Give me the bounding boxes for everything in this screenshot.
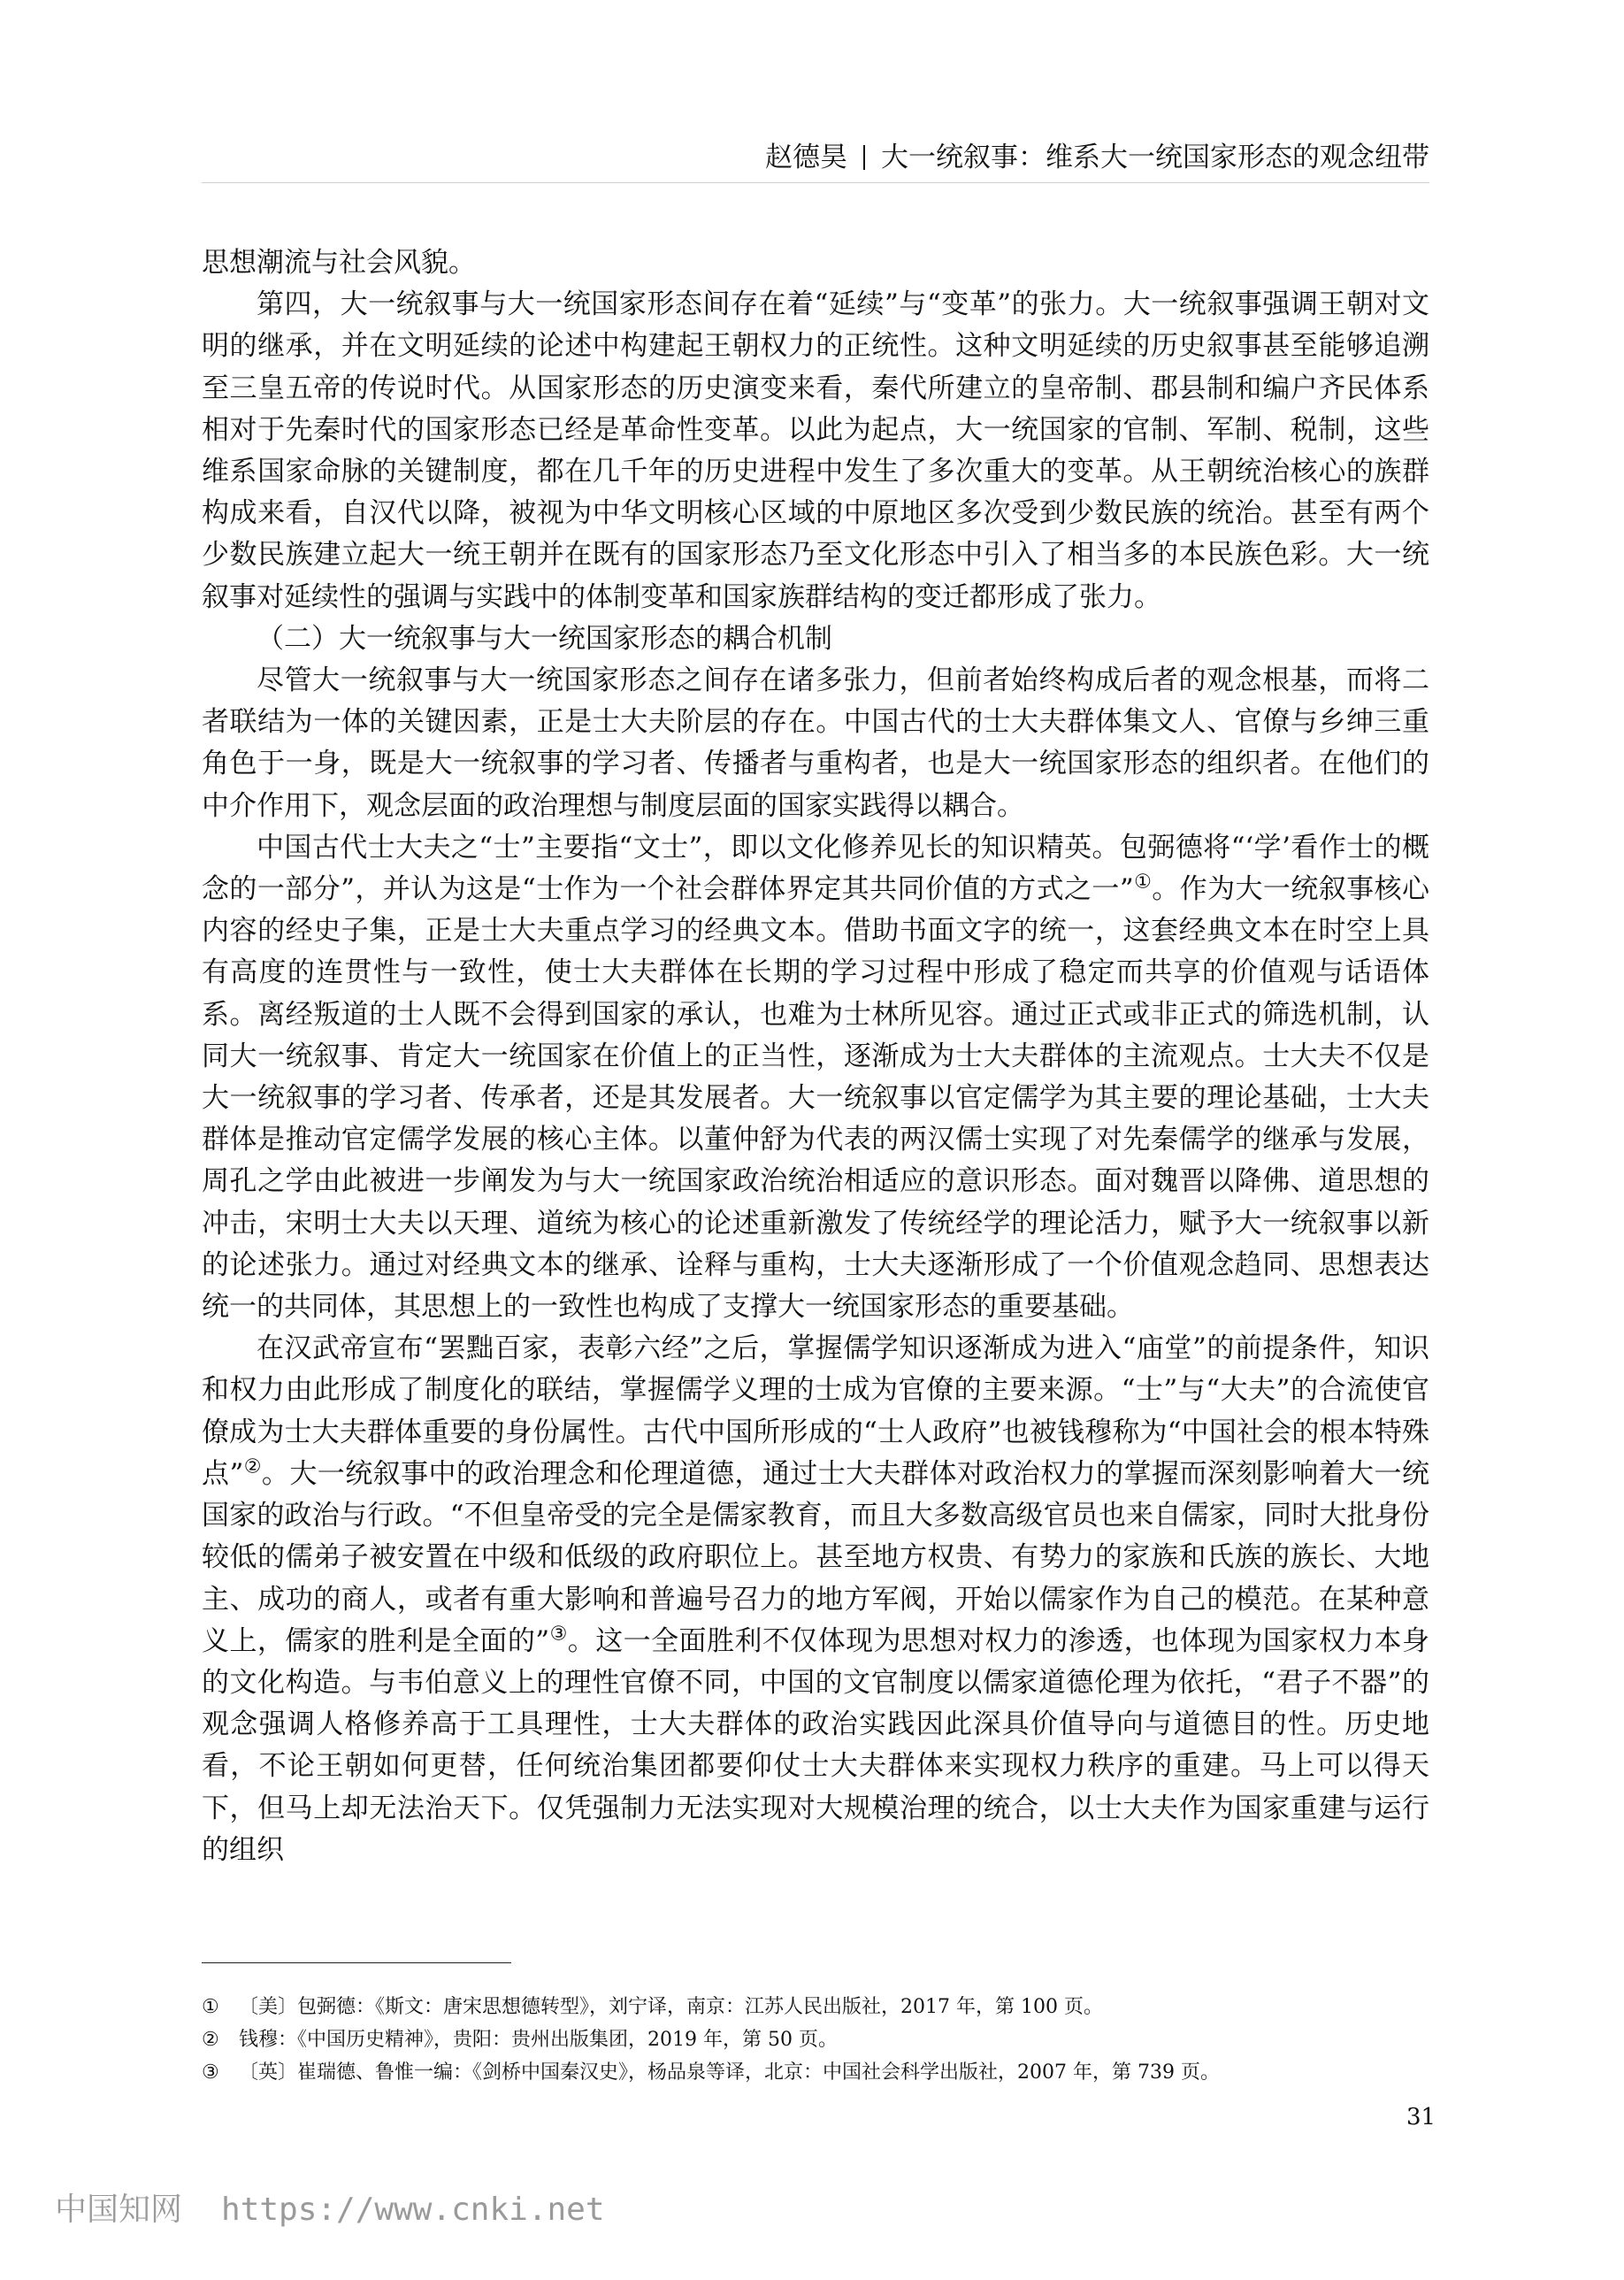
footnote-text: 钱穆：《中国历史精神》，贵阳：贵州出版集团，2019 年，第 50 页。 [239,2029,838,2051]
paragraph-continuation: 思想潮流与社会风貌。 [202,247,476,279]
watermark [55,2184,605,2230]
footnote-ref-2[interactable]: ② [243,1455,262,1478]
paragraph-han-wudi: 在汉武帝宣布“罢黜百家，表彰六经”之后，掌握儒学知识逐渐成为进入“庙堂”的前提条件，知识和权力由此形成了制度化的联结，掌握儒学义理的士成为官僚的主要来源。“士”与“大夫”的合流使官僚成为士大夫群体重要的身份属性。古代中国所形成的“士人政府”也被钱穆称为“中国社会的根本特殊点”②。大一统叙事中的政治理念和伦理道德，通过士大夫群体对政治权力的掌握而深刻影响着大一统国家的政治与行政。“不但皇帝受的完全是儒家教育，而且大多数高级官员也来自儒家，同时大批身份较低的儒弟子被安置在中级和低级的政府职位上。甚至地方权贵、有势力的家族和氏族的族长、大地主、成功的商人，或者有重大影响和普遍号召力的地方军阀，开始以儒家作为自己的模范。在某种意义上，儒家的胜利是全面的”③。这一全面胜利不仅体现为思想对权力的渗透，也体现为国家权力本身的文化构造。与韦伯意义上的理性官僚不同，中国的文官制度以儒家道德伦理为依托，“君子不器”的观念强调人格修养高于工具理性，士大夫群体的政治实践因此深具价值导向与道德目的性。历史地看，不论王朝如何更替，任何统治集团都要仰仗士大夫群体来实现权力秩序的重建。马上可以得天下，但马上却无法治天下。仅凭强制力无法实现对大规模治理的统合，以士大夫作为国家重建与运行的组织 [202,1332,1429,1866]
footnote-text: 〔英〕崔瑞德、鲁惟一编：《剑桥中国秦汉史》，杨品泉等译，北京：中国社会科学出版社，2007 年，第 739 页。 [239,2061,1220,2084]
header-title: 大一统叙事：维系大一统国家形态的观念纽带 [881,142,1429,173]
header-rule [202,182,1429,183]
footnote-3 [202,2056,1429,2089]
paragraph-fourth-tension: 第四，大一统叙事与大一统国家形态间存在着“延续”与“变革”的张力。大一统叙事强调王朝对文明的继承，并在文明延续的论述中构建起王朝权力的正统性。这种文明延续的历史叙事甚至能够追溯至三皇五帝的传说时代。从国家形态的历史演变来看，秦代所建立的皇帝制、郡县制和编户齐民体系相对于先秦时代的国家形态已经是革命性变革。以此为起点，大一统国家的官制、军制、税制，这些维系国家命脉的关键制度，都在几千年的历史进程中发生了多次重大的变革。从王朝统治核心的族群构成来看，自汉代以降，被视为中华文明核心区域的中原地区多次受到少数民族的统治。甚至有两个少数民族建立起大一统王朝并在既有的国家形态乃至文化形态中引入了相当多的本民族色彩。大一统叙事对延续性的强调与实践中的体制变革和国家族群结构的变迁都形成了张力。 [202,288,1429,613]
paragraph-coupling: 尽管大一统叙事与大一统国家形态之间存在诸多张力，但前者始终构成后者的观念根基，而将二者联结为一体的关键因素，正是士大夫阶层的存在。中国古代的士大夫群体集文人、官僚与乡绅三重角色于一身，既是大一统叙事的学习者、传播者与重构者，也是大一统国家形态的组织者。在他们的中介作用下，观念层面的政治理想与制度层面的国家实践得以耦合。 [202,664,1429,822]
footnote-number: ③ [202,2061,219,2084]
footnote-number: ① [202,1996,219,2018]
paragraph-shi-scholars: 中国古代士大夫之“士”主要指“文士”，即以文化修养见长的知识精英。包弼德将“‘学’看作士的概念的一部分”，并认为这是“士作为一个社会群体界定其共同价值的方式之一”①。作为大一统叙事核心内容的经史子集，正是士大夫重点学习的经典文本。借助书面文字的统一，这套经典文本在时空上具有高度的连贯性与一致性，使士大夫群体在长期的学习过程中形成了稳定而共享的价值观与话语体系。离经叛道的士人既不会得到国家的承认，也难为士林所见容。通过正式或非正式的筛选机制，认同大一统叙事、肯定大一统国家在价值上的正当性，逐渐成为士大夫群体的主流观点。士大夫不仅是大一统叙事的学习者、传承者，还是其发展者。大一统叙事以官定儒学为其主要的理论基础，士大夫群体是推动官定儒学发展的核心主体。以董仲舒为代表的两汉儒士实现了对先秦儒学的继承与发展，周孔之学由此被进一步阐发为与大一统国家政治统治相适应的意识形态。面对魏晋以降佛、道思想的冲击，宋明士大夫以天理、道统为核心的论述重新激发了传统经学的理论活力，赋予大一统叙事以新的论述张力。通过对经典文本的继承、诠释与重构，士大夫逐渐形成了一个价值观念趋同、思想表达统一的共同体，其思想上的一致性也构成了支撑大一统国家形态的重要基础。 [202,831,1429,1324]
header-separator [863,145,865,170]
footnote-ref-3[interactable]: ③ [549,1623,568,1646]
cnki-logo: 中国知网 [55,2192,183,2228]
footnotes [202,1991,1429,2089]
footnote-number: ② [202,2029,219,2051]
footnote-2 [202,2023,1429,2056]
header-author: 赵德昊 [765,142,847,173]
footnote-rule [202,1962,511,1963]
footnote-text: 〔美〕包弼德：《斯文：唐宋思想德转型》，刘宁译，南京：江苏人民出版社，2017 年，第 100 页。 [239,1996,1103,2018]
cnki-url[interactable]: https://www.cnki.net [221,2192,605,2228]
footnote-ref-1[interactable]: ① [1133,871,1153,894]
body-text [202,242,1429,1871]
page-number: 31 [1406,2104,1436,2130]
running-header [765,134,1429,174]
footnote-1 [202,1991,1429,2023]
section-heading: （二）大一统叙事与大一统国家形态的耦合机制 [257,622,832,655]
